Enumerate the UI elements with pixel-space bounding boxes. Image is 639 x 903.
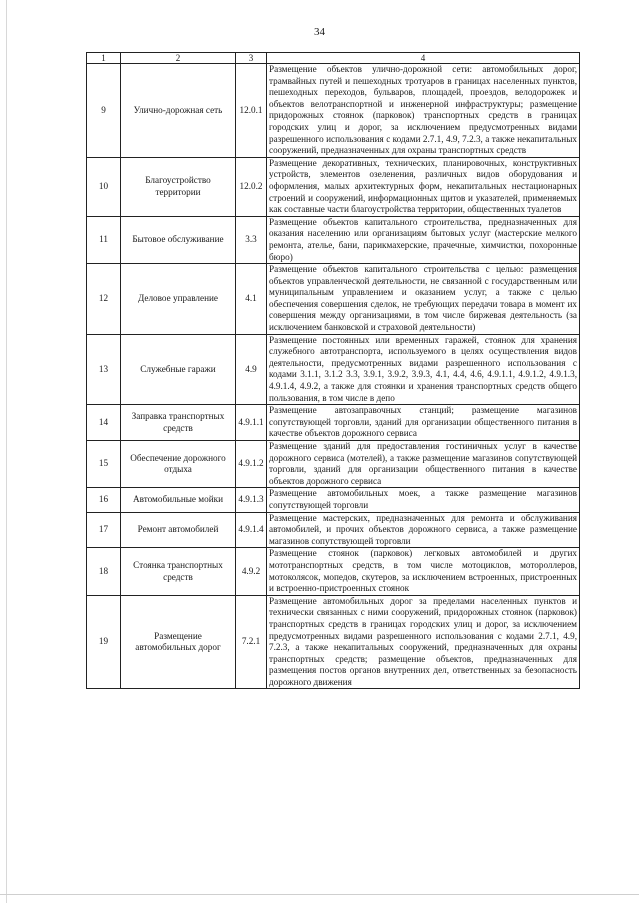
page-number: 34	[314, 26, 325, 38]
table-row	[87, 334, 580, 405]
row-number: 13	[87, 334, 121, 405]
land-use-code: 4.9.1.4	[236, 512, 267, 548]
row-number: 17	[87, 512, 121, 548]
row-number: 12	[87, 264, 121, 335]
table-row	[87, 548, 580, 595]
land-use-name: Благоустройство территории	[121, 157, 236, 216]
land-use-name: Улично-дорожная сеть	[121, 64, 236, 158]
land-use-description: Размещение автомобильных дорог за пределами населенных пунктов и технически связанных с ними сооружений, придорожных стоянок (парковок) транспортных средств в границах городских улиц и дорог, за исключением предусмотренных видами разрешенного использования с кодами 2.7.1, 4.9, 7.2.3, а также некапитальных сооружений, предназначенных для охраны транспортных средств; размещение объектов, предназначенных для размещения постов органов внутренних дел, ответственных за безопасность дорожного движения	[267, 595, 580, 689]
land-use-description: Размещение объектов улично-дорожной сети: автомобильных дорог, трамвайных путей и пешеходных тротуаров в границах населенных пунктов, пешеходных переходов, бульваров, площадей, проездов, велодорожек и объектов велотранспортной и инженерной инфраструктуры; размещение придорожных стоянок (парковок) транспортных средств в границах городских улиц и дорог, за исключением предусмотренных видами разрешенного использования с кодами 2.7.1, 4.9, 7.2.3, а также некапитальных сооружений, предназначенных для охраны транспортных средств	[267, 64, 580, 158]
row-number: 9	[87, 64, 121, 158]
header-col-3: 3	[236, 53, 267, 64]
scan-edge-shadow	[6, 0, 7, 903]
land-use-code: 3.3	[236, 216, 267, 263]
land-use-description: Размещение автозаправочных станций; размещение магазинов сопутствующей торговли, зданий для организации общественного питания в качестве объектов дорожного сервиса	[267, 405, 580, 441]
table-row	[87, 441, 580, 488]
land-use-code: 4.9.1.1	[236, 405, 267, 441]
row-number: 18	[87, 548, 121, 595]
table-row	[87, 264, 580, 335]
land-use-code: 4.9.1.3	[236, 488, 267, 512]
land-use-table	[86, 52, 580, 689]
land-use-name: Стоянка транспортных средств	[121, 548, 236, 595]
table-row	[87, 405, 580, 441]
land-use-description: Размещение объектов капитального строительства с целью: размещения объектов управленческой деятельности, не связанной с государственным или муниципальным управлением и оказанием услуг, а также с целью обеспечения совершения сделок, не требующих передачи товара в момент их совершения между организациями, в том числе биржевая деятельность (за исключением банковской и страховой деятельности)	[267, 264, 580, 335]
land-use-description: Размещение зданий для предоставления гостиничных услуг в качестве дорожного сервиса (мотелей), а также размещение магазинов сопутствующей торговли, зданий для организации общественного питания в качестве объектов дорожного сервиса	[267, 441, 580, 488]
row-number: 14	[87, 405, 121, 441]
land-use-name: Деловое управление	[121, 264, 236, 335]
table-row	[87, 157, 580, 216]
land-use-code: 4.9.1.2	[236, 441, 267, 488]
land-use-name: Обеспечение дорожного отдыха	[121, 441, 236, 488]
land-use-description: Размещение декоративных, технических, планировочных, конструктивных устройств, элементов озеленения, различных видов оборудования и оформления, малых архитектурных форм, некапитальных нестационарных строений и сооружений, информационных щитов и указателей, применяемых как составные части благоустройства территории, общественных туалетов	[267, 157, 580, 216]
land-use-code: 7.2.1	[236, 595, 267, 689]
table-row	[87, 512, 580, 548]
land-use-description: Размещение стоянок (парковок) легковых автомобилей и других мототранспортных средств, в том числе мотоциклов, мотороллеров, мотоколясок, мопедов, скутеров, за исключением встроенных, пристроенных и встроенно-пристроенных стоянок	[267, 548, 580, 595]
land-use-code: 12.0.2	[236, 157, 267, 216]
land-use-code: 12.0.1	[236, 64, 267, 158]
land-use-description: Размещение автомобильных моек, а также размещение магазинов сопутствующей торговли	[267, 488, 580, 512]
land-use-description: Размещение объектов капитального строительства, предназначенных для оказания населению или организациям бытовых услуг (мастерские мелкого ремонта, ателье, бани, парикмахерские, прачечные, химчистки, похоронные бюро)	[267, 216, 580, 263]
land-use-name: Размещение автомобильных дорог	[121, 595, 236, 689]
land-use-code: 4.1	[236, 264, 267, 335]
scan-bottom-shadow	[0, 894, 639, 895]
row-number: 10	[87, 157, 121, 216]
land-use-name: Заправка транспортных средств	[121, 405, 236, 441]
row-number: 19	[87, 595, 121, 689]
table-row	[87, 64, 580, 158]
table-header-row	[87, 53, 580, 64]
row-number: 16	[87, 488, 121, 512]
land-use-name: Автомобильные мойки	[121, 488, 236, 512]
land-use-code: 4.9	[236, 334, 267, 405]
table-row	[87, 216, 580, 263]
row-number: 15	[87, 441, 121, 488]
land-use-description: Размещение мастерских, предназначенных для ремонта и обслуживания автомобилей, и прочих объектов дорожного сервиса, а также размещение магазинов сопутствующей торговли	[267, 512, 580, 548]
land-use-name: Бытовое обслуживание	[121, 216, 236, 263]
header-col-2: 2	[121, 53, 236, 64]
land-use-name: Ремонт автомобилей	[121, 512, 236, 548]
land-use-description: Размещение постоянных или временных гаражей, стоянок для хранения служебного автотранспорта, используемого в целях осуществления видов деятельности, предусмотренных видами разрешенного использования с кодами 3.1.1, 3.1.2 3.3, 3.9.1, 3.9.2, 3.9.3, 4.1, 4.4, 4.6, 4.9.1.1, 4.9.1.2, 4.9.1.3, 4.9.1.4, 4.9.2, а также для стоянки и хранения транспортных средств общего пользования, в том числе в депо	[267, 334, 580, 405]
header-col-1: 1	[87, 53, 121, 64]
table-row	[87, 488, 580, 512]
header-col-4: 4	[267, 53, 580, 64]
row-number: 11	[87, 216, 121, 263]
land-use-code: 4.9.2	[236, 548, 267, 595]
land-use-name: Служебные гаражи	[121, 334, 236, 405]
table-row	[87, 595, 580, 689]
